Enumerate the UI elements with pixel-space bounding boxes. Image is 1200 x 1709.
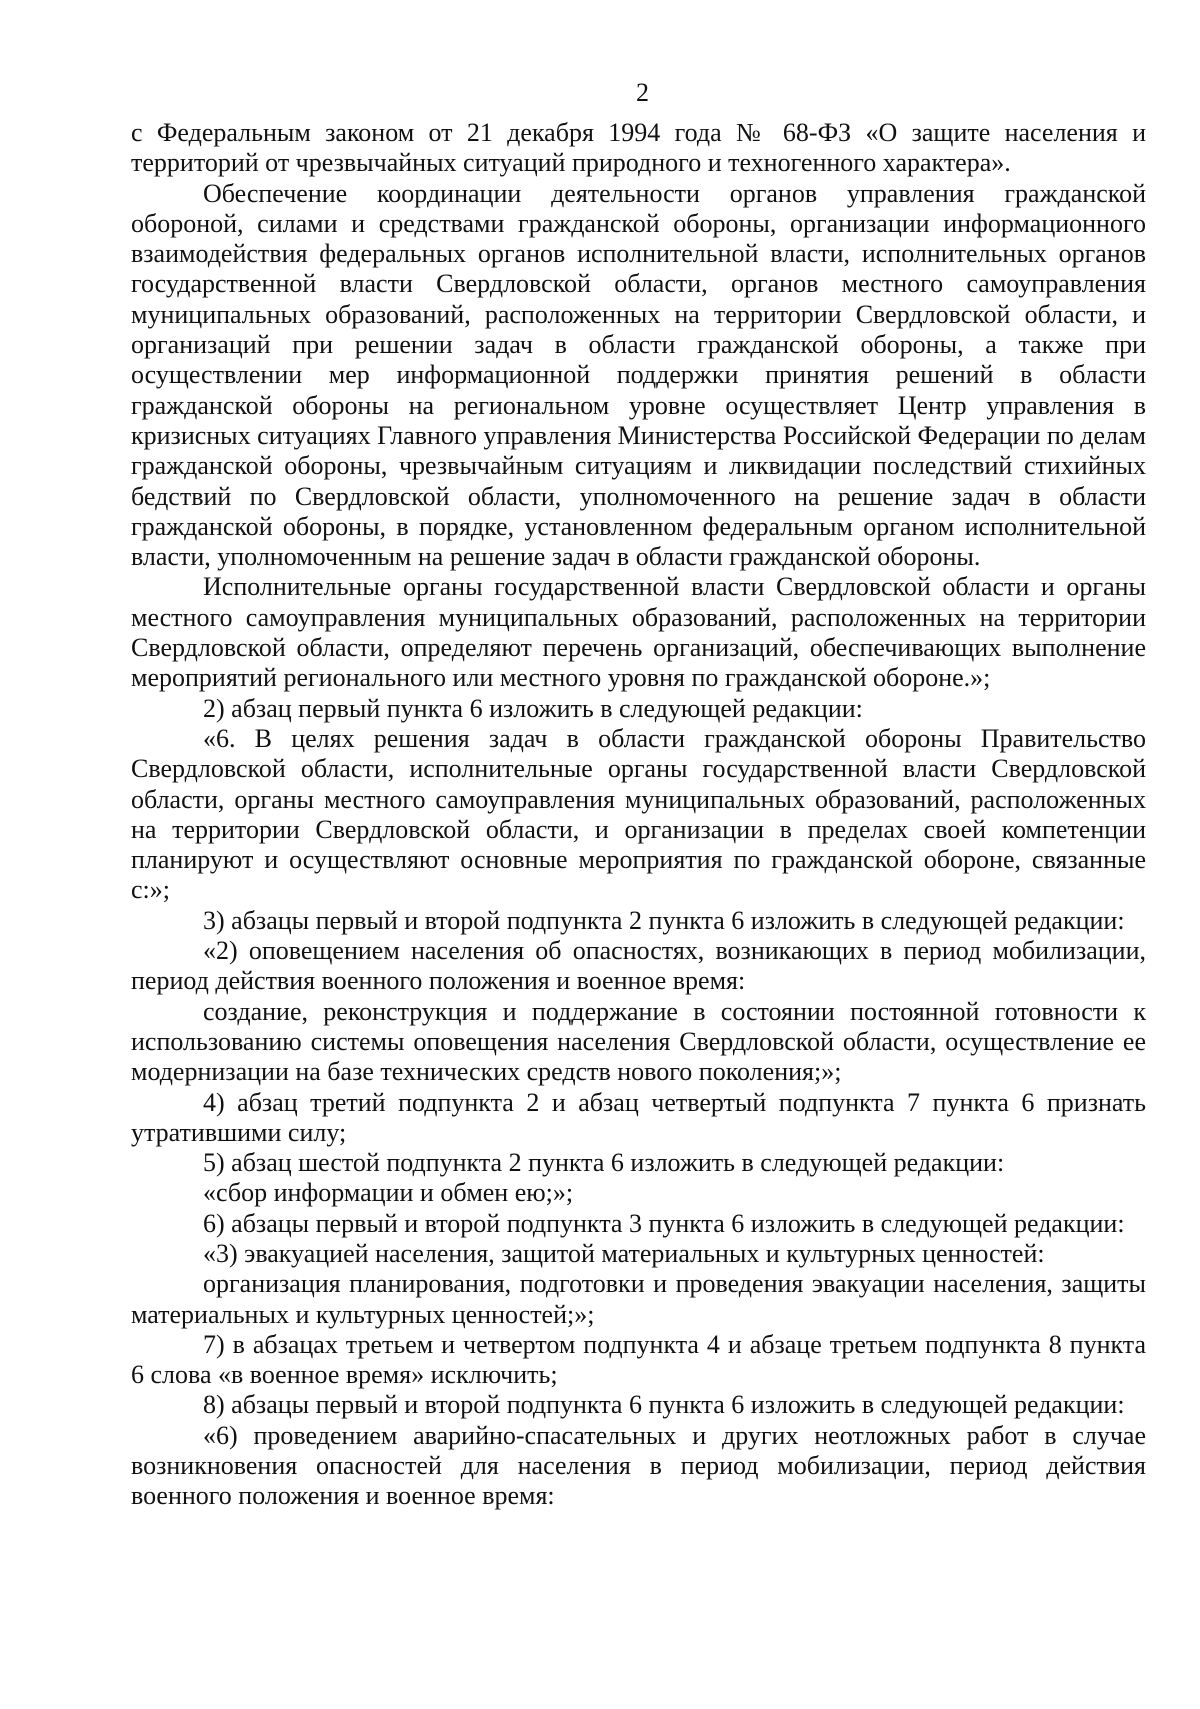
paragraph: Обеспечение координации деятельности органов управления гражданской обороной, силами и средствами гражданской обороны, организации информационного взаимодействия федеральных органов исполнительной власти, исполнительных органов государственной власти Свердловской области, органов местного самоуправления муниципальных образований, расположенных на территории Свердловской области, и организаций при решении задач в области гражданской обороны, а также при осуществлении мер информационной поддержки принятия решений в области гражданской обороны на региональном уровне осуществляет Центр управления в кризисных ситуациях Главного управления Министерства Российской Федерации по делам гражданской обороны, чрезвычайным ситуациям и ликвидации последствий стихийных бедствий по Свердловской области, уполномоченного на решение задач в области гражданской обороны, в порядке, установленном федеральным органом исполнительной власти, уполномоченным на решение задач в области гражданской обороны. [131, 178, 1146, 572]
paragraph: 4) абзац третий подпункта 2 и абзац четвертый подпункта 7 пункта 6 признать утратившими силу; [131, 1087, 1146, 1147]
document-body [131, 118, 1146, 1512]
paragraph: «6) проведением аварийно-спасательных и других неотложных работ в случае возникновения опасностей для населения в период мобилизации, период действия военного положения и военное время: [131, 1420, 1146, 1511]
paragraph: 5) абзац шестой подпункта 2 пункта 6 изложить в следующей редакции: [203, 1148, 1005, 1178]
paragraph: 3) абзацы первый и второй подпункта 2 пункта 6 изложить в следующей редакции: [203, 905, 1125, 935]
paragraph: «6. В целях решения задач в области гражданской обороны Правительство Свердловской области, исполнительные органы государственной власти Свердловской области, органы местного самоуправления муниципальных образований, расположенных на территории Свердловской области, и организации в пределах своей компетенции планируют и осуществляют основные мероприятия по гражданской обороне, связанные с:»; [131, 723, 1146, 905]
paragraph: 7) в абзацах третьем и четвертом подпункта 4 и абзаце третьем подпункта 8 пункта 6 слова «в военное время» исключить; [131, 1329, 1146, 1390]
paragraph: «сбор информации и обмен ею;»; [203, 1178, 574, 1208]
paragraph: «3) эвакуацией населения, защитой материальных и культурных ценностей: [203, 1238, 1045, 1268]
page-number: 2 [636, 78, 649, 107]
paragraph: 6) абзацы первый и второй подпункта 3 пункта 6 изложить в следующей редакции: [203, 1208, 1125, 1238]
paragraph: организация планирования, подготовки и проведения эвакуации населения, защиты материальных и культурных ценностей;»; [131, 1269, 1146, 1329]
paragraph: создание, реконструкция и поддержание в состоянии постоянной готовности к использованию системы оповещения населения Свердловской области, осуществление ее модернизации на базе технических средств нового поколения;»; [131, 996, 1146, 1087]
paragraph: 8) абзацы первый и второй подпункта 6 пункта 6 изложить в следующей редакции: [203, 1390, 1125, 1420]
paragraph: с Федеральным законом от 21 декабря 1994 года № 68-ФЗ «О защите населения и территорий от чрезвычайных ситуаций природного и техногенного характера». [131, 118, 1146, 178]
paragraph: Исполнительные органы государственной власти Свердловской области и органы местного самоуправления муниципальных образований, расположенных на территории Свердловской области, определяют перечень организаций, обеспечивающих выполнение мероприятий регионального или местного уровня по гражданской обороне.»; [131, 572, 1146, 693]
paragraph: «2) оповещением населения об опасностях, возникающих в период мобилизации, период действия военного положения и военное время: [131, 936, 1146, 996]
paragraph: 2) абзац первый пункта 6 изложить в следующей редакции: [203, 693, 863, 723]
